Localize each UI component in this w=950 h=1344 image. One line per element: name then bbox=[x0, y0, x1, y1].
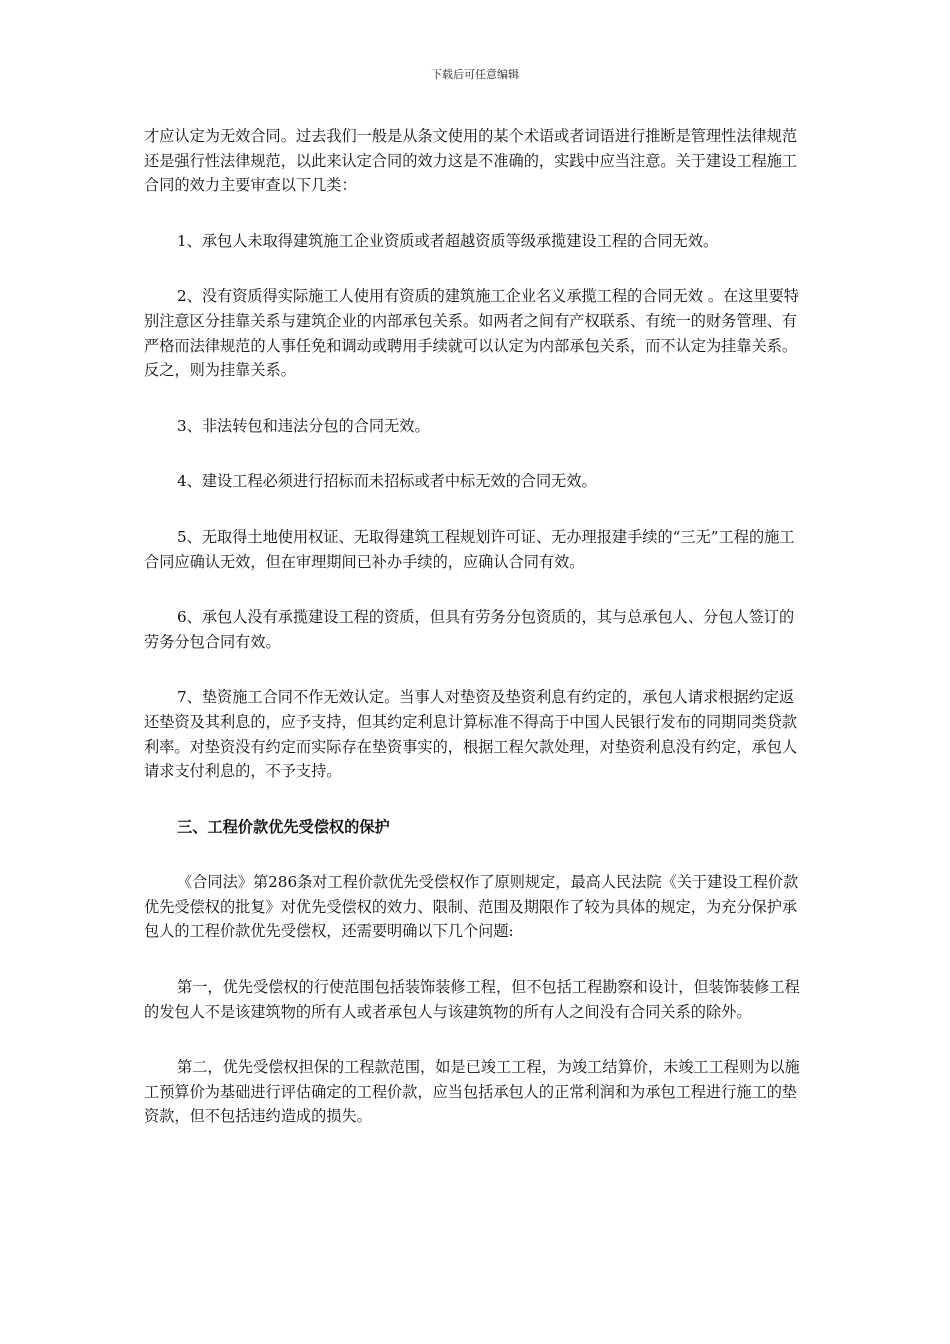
paragraph-intro: 才应认定为无效合同。过去我们一般是从条文使用的某个术语或者词语进行推断是管理性法律规范还是强行性法律规范，以此来认定合同的效力这是不准确的，实践中应当注意。关于建设工程施工合同的效力主要审查以下几类： bbox=[144, 127, 798, 195]
paragraph-first-point: 第一，优先受偿权的行使范围包括装饰装修工程，但不包括工程勘察和设计，但装饰装修工程的发包人不是该建筑物的所有人或者承包人与该建筑物的所有人之间没有合同关系的除外。 bbox=[144, 978, 800, 1021]
paragraph-item-4: 4、建设工程必须进行招标而未招标或者中标无效的合同无效。 bbox=[177, 472, 597, 491]
paragraph-item-3: 3、非法转包和违法分包的合同无效。 bbox=[177, 416, 430, 435]
paragraph-item-2: 2、没有资质得实际施工人使用有资质的建筑施工企业名义承揽工程的合同无效 。在这里要特别注意区分挂靠关系与建筑企业的内部承包关系。如两者之间有产权联系、有统一的财务管理、有严格而法律规范的人事任免和调动或聘用手续就可以认定为内部承包关系，而不认定为挂靠关系。反之，则为挂靠关系。 bbox=[144, 287, 799, 380]
paragraph-second-point: 第二，优先受偿权担保的工程款范围，如是已竣工工程，为竣工结算价，未竣工工程则为以施工预算价为基础进行评估确定的工程价款，应当包括承包人的正常利润和为承包工程进行施工的垫资款，但不包括违约造成的损失。 bbox=[144, 1058, 800, 1126]
page-header: 下载后可任意编辑 bbox=[431, 68, 519, 81]
section-heading: 三、工程价款优先受偿权的保护 bbox=[177, 817, 390, 836]
paragraph-item-6: 6、承包人没有承揽建设工程的资质，但具有劳务分包资质的，其与总承包人、分包人签订的劳务分包合同有效。 bbox=[144, 608, 795, 651]
paragraph-item-5: 5、无取得土地使用权证、无取得建筑工程规划许可证、无办理报建手续的“三无”工程的施工合同应确认无效，但在审理期间已补办手续的，应确认合同有效。 bbox=[144, 527, 795, 571]
document-body bbox=[144, 124, 808, 1160]
paragraph-item-1: 1、承包人未取得建筑施工企业资质或者超越资质等级承揽建设工程的合同无效。 bbox=[177, 231, 719, 250]
paragraph-item-7: 7、垫资施工合同不作无效认定。当事人对垫资及垫资利息有约定的，承包人请求根据约定返还垫资及其利息的，应予支持，但其约定利息计算标准不得高于中国人民银行发布的同期同类贷款利率。对垫资没有约定而实际存在垫资事实的，根据工程欠款处理，对垫资利息没有约定，承包人请求支付利息的，不予支持。 bbox=[144, 688, 798, 781]
paragraph-section-intro: 《合同法》第286条对工程价款优先受偿权作了原则规定，最高人民法院《关于建设工程价款优先受偿权的批复》对优先受偿权的效力、限制、范围及期限作了较为具体的规定，为充分保护承包人的工程价款优先受偿权，还需要明确以下几个问题: bbox=[144, 873, 799, 941]
